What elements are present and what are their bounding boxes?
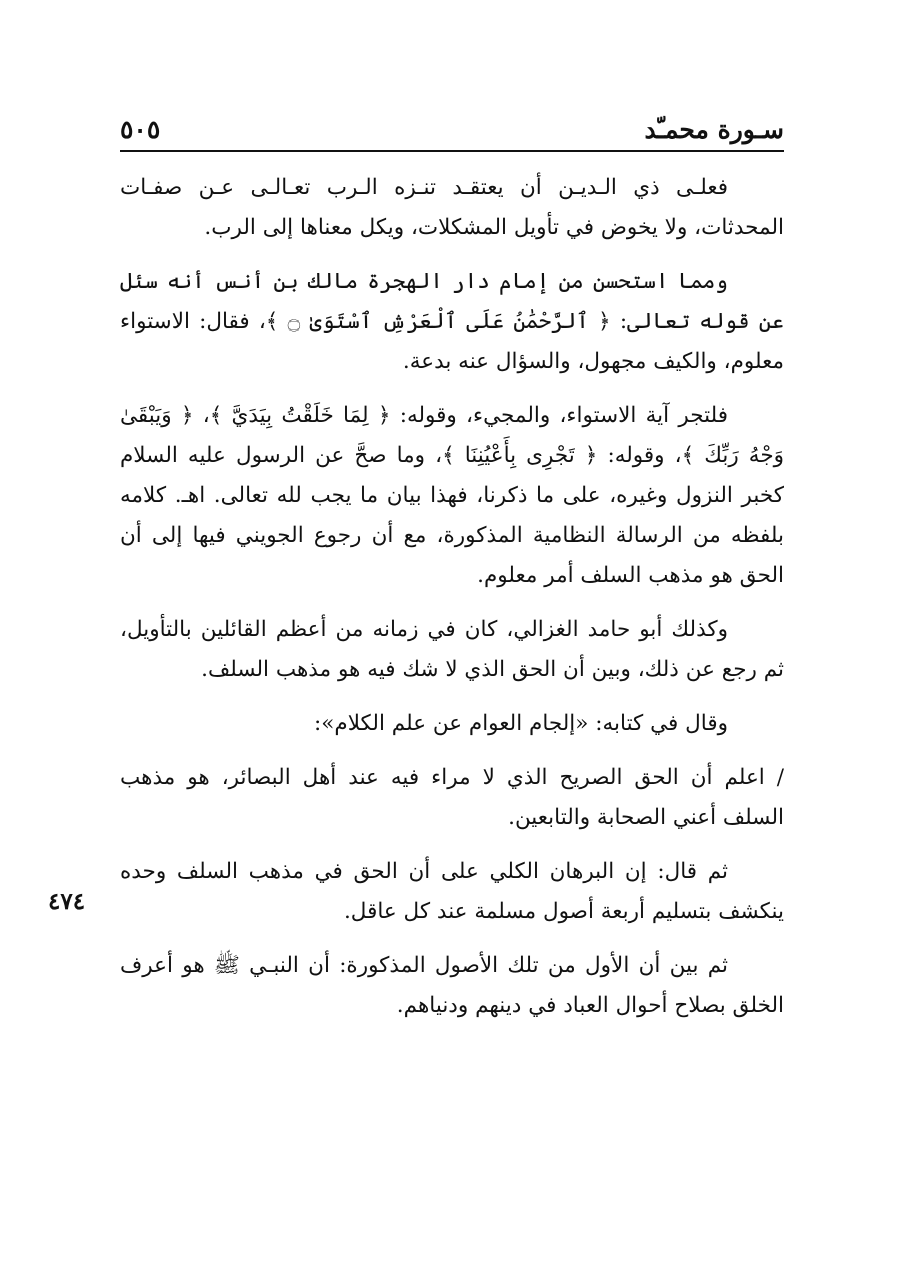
paragraph-1: فعلـى ذي الـديـن أن يعتقـد تنـزه الـرب تعـالـى عـن صفـات المحدثات، ولا يخوض في تأويل المشكلات، ويكل معناها إلى الرب.: [120, 175, 784, 240]
paragraph-4: وكذلك أبو حامد الغزالي، كان في زمانه من أعظم القائلين بالتأويل، ثم رجع عن ذلك، وبين أن الحق الذي لا شك فيه هو مذهب السلف.: [120, 617, 784, 682]
page-header: [120, 112, 784, 148]
header-rule: [120, 150, 784, 152]
running-title: سـورة محمـّد: [644, 115, 784, 144]
paragraph-8: ثم بين أن الأول من تلك الأصول المذكورة: أن النبـي ﷺ هو أعرف الخلق بصلاح أحوال العباد في دينهم ودنياهم.: [120, 953, 784, 1018]
paragraph-6: / اعلم أن الحق الصريح الذي لا مراء فيه عند أهل البصائر، هو مذهب السلف أعني الصحابة والتابعين.: [120, 765, 784, 830]
paragraph-5: وقال في كتابه: «إلجام العوام عن علم الكلام»:: [314, 711, 728, 736]
margin-page-reference: ٤٧٤: [48, 888, 86, 915]
page-number: ٥٠٥: [120, 115, 161, 144]
body-text: [120, 168, 784, 1040]
paragraph-7: ثم قال: إن البرهان الكلي على أن الحق في مذهب السلف وحده ينكشف بتسليم أربعة أصول مسلمة عند كل عاقل.: [120, 859, 784, 924]
paragraph-3: فلتجر آية الاستواء، والمجيء، وقوله: ﴿ لِمَا خَلَقْتُ بِيَدَيَّ ﴾، ﴿ وَيَبْقَىٰ وَجْهُ رَبِّكَ ﴾، وقوله: ﴿ تَجْرِى بِأَعْيُنِنَا ﴾، وما صحَّ عن الرسول عليه السلام كخبر النزول وغيره، على ما ذكرنا، فهذا بيان ما يجب لله تعالى. اهـ. كلامه بلفظه من الرسالة النظامية المذكورة، مع أن رجوع الجويني فيها إلى أن الحق هو مذهب السلف أمر معلوم.: [120, 403, 784, 588]
paragraph-2: ومما استحسن من إمام دار الهجرة مالك بن أنس أنه سئل عن قوله تعالى: ﴿ ٱلرَّحْمَٰنُ عَلَى ٱلْعَرْشِ ٱسْتَوَىٰ ۝ ﴾، فقال: الاستواء معلوم، والكيف مجهول، والسؤال عنه بدعة.: [120, 269, 784, 374]
